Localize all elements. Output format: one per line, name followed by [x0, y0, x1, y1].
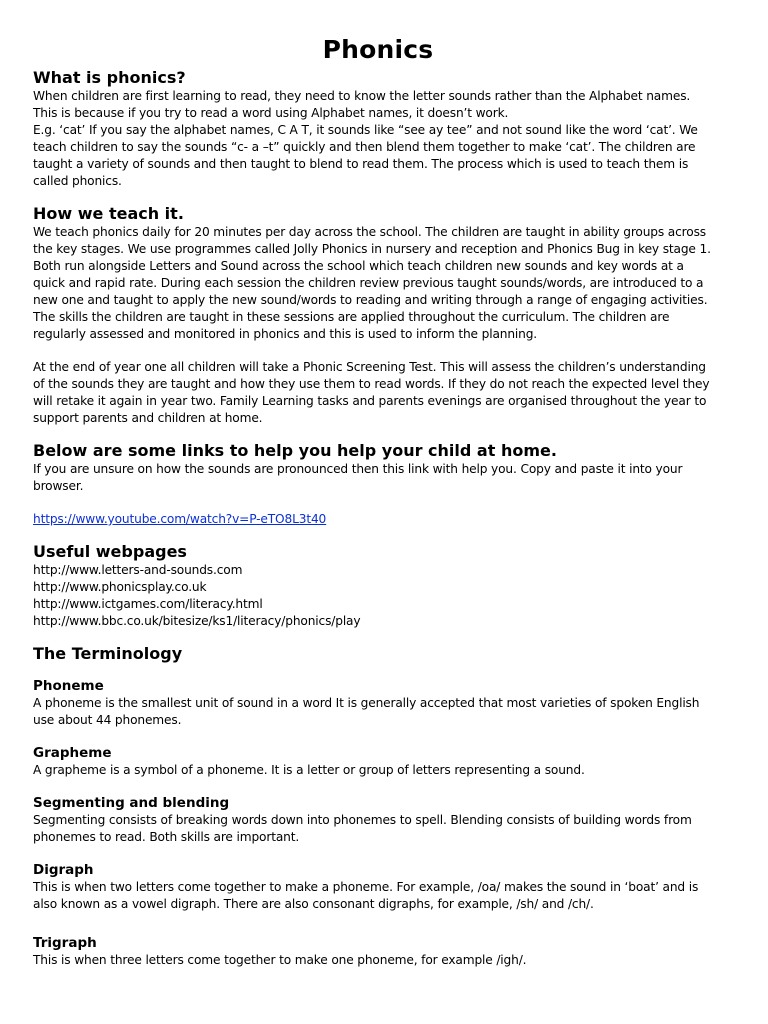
term-heading-segmenting-blending: Segmenting and blending: [33, 795, 230, 811]
section-heading-useful-webpages: Useful webpages: [33, 542, 187, 561]
text-line: This is when three letters come together to make one phoneme, for example /igh/.: [33, 953, 527, 967]
section-heading-links: Below are some links to help you help your child at home.: [33, 441, 557, 460]
text-line: support parents and children at home.: [33, 411, 263, 425]
webpage-url[interactable]: http://www.phonicsplay.co.uk: [33, 580, 207, 594]
webpage-url[interactable]: http://www.letters-and-sounds.com: [33, 563, 243, 577]
useful-webpages-list: [33, 562, 723, 630]
term-heading-grapheme: Grapheme: [33, 745, 112, 761]
text-line: When children are first learning to read, they need to know the letter sounds rather than the Alphabet names.: [33, 89, 691, 103]
page-title: Phonics: [322, 35, 434, 64]
term-heading-phoneme: Phoneme: [33, 678, 104, 694]
text-line: regularly assessed and monitored in phonics and this is used to inform the planning.: [33, 327, 538, 341]
youtube-link[interactable]: https://www.youtube.com/watch?v=P-eTO8L3t40: [33, 512, 327, 526]
webpage-url[interactable]: http://www.ictgames.com/literacy.html: [33, 597, 263, 611]
section-heading-how-we-teach: How we teach it.: [33, 204, 184, 223]
text-line: the key stages. We use programmes called Jolly Phonics in nursery and reception and Phonics Bug in key stage 1.: [33, 242, 711, 256]
what-is-phonics-paragraph: [33, 88, 723, 190]
text-line: quick and rapid rate. During each session the children review previous taught sounds/words, are introduced to a: [33, 276, 704, 290]
webpage-url[interactable]: http://www.bbc.co.uk/bitesize/ks1/literacy/phonics/play: [33, 614, 361, 628]
how-we-teach-paragraph-1: [33, 224, 723, 343]
text-line: A grapheme is a symbol of a phoneme. It is a letter or group of letters representing a sound.: [33, 763, 585, 777]
text-line: This is because if you try to read a word using Alphabet names, it doesn’t work.: [33, 106, 509, 120]
how-we-teach-paragraph-2: [33, 359, 723, 427]
document-page: [33, 34, 723, 969]
text-line: browser.: [33, 479, 84, 493]
term-heading-digraph: Digraph: [33, 862, 94, 878]
section-heading-terminology: The Terminology: [33, 644, 183, 663]
text-line: This is when two letters come together to make a phoneme. For example, /oa/ makes the sound in ‘boat’ and is: [33, 880, 699, 894]
text-line: Both run alongside Letters and Sound across the school which teach children new sounds and key words at a: [33, 259, 684, 273]
term-heading-trigraph: Trigraph: [33, 935, 97, 951]
text-line: use about 44 phonemes.: [33, 713, 182, 727]
text-line: teach children to say the sounds “c- a –t” quickly and then blend them together to make ‘cat’. The children are: [33, 140, 696, 154]
text-line: called phonics.: [33, 174, 122, 188]
text-line: At the end of year one all children will take a Phonic Screening Test. This will assess the children’s understanding: [33, 360, 706, 374]
text-line: of the sounds they are taught and how they use them to read words. If they do not reach the expected level they: [33, 377, 710, 391]
text-line: If you are unsure on how the sounds are pronounced then this link with help you. Copy and paste it into your: [33, 462, 683, 476]
text-line: new one and taught to apply the new sound/words to reading and writing through a range of engaging activities.: [33, 293, 708, 307]
section-heading-what-is-phonics: What is phonics?: [33, 68, 186, 87]
text-line: The skills the children are taught in these sessions are applied throughout the curriculum. The children are: [33, 310, 670, 324]
text-line: Segmenting consists of breaking words down into phonemes to spell. Blending consists of building words from: [33, 813, 692, 827]
text-line: will retake it again in year two. Family Learning tasks and parents evenings are organised throughout the year to: [33, 394, 707, 408]
text-line: taught a variety of sounds and then taught to blend to read them. The process which is used to teach them is: [33, 157, 689, 171]
text-line: E.g. ‘cat’ If you say the alphabet names, C A T, it sounds like “see ay tee” and not sound like the word ‘cat’. We: [33, 123, 698, 137]
text-line: phonemes to read. Both skills are important.: [33, 830, 300, 844]
text-line: also known as a vowel digraph. There are also consonant digraphs, for example, /sh/ and /ch/.: [33, 897, 594, 911]
text-line: We teach phonics daily for 20 minutes per day across the school. The children are taught in ability groups across: [33, 225, 706, 239]
text-line: A phoneme is the smallest unit of sound in a word It is generally accepted that most varieties of spoken English: [33, 696, 700, 710]
